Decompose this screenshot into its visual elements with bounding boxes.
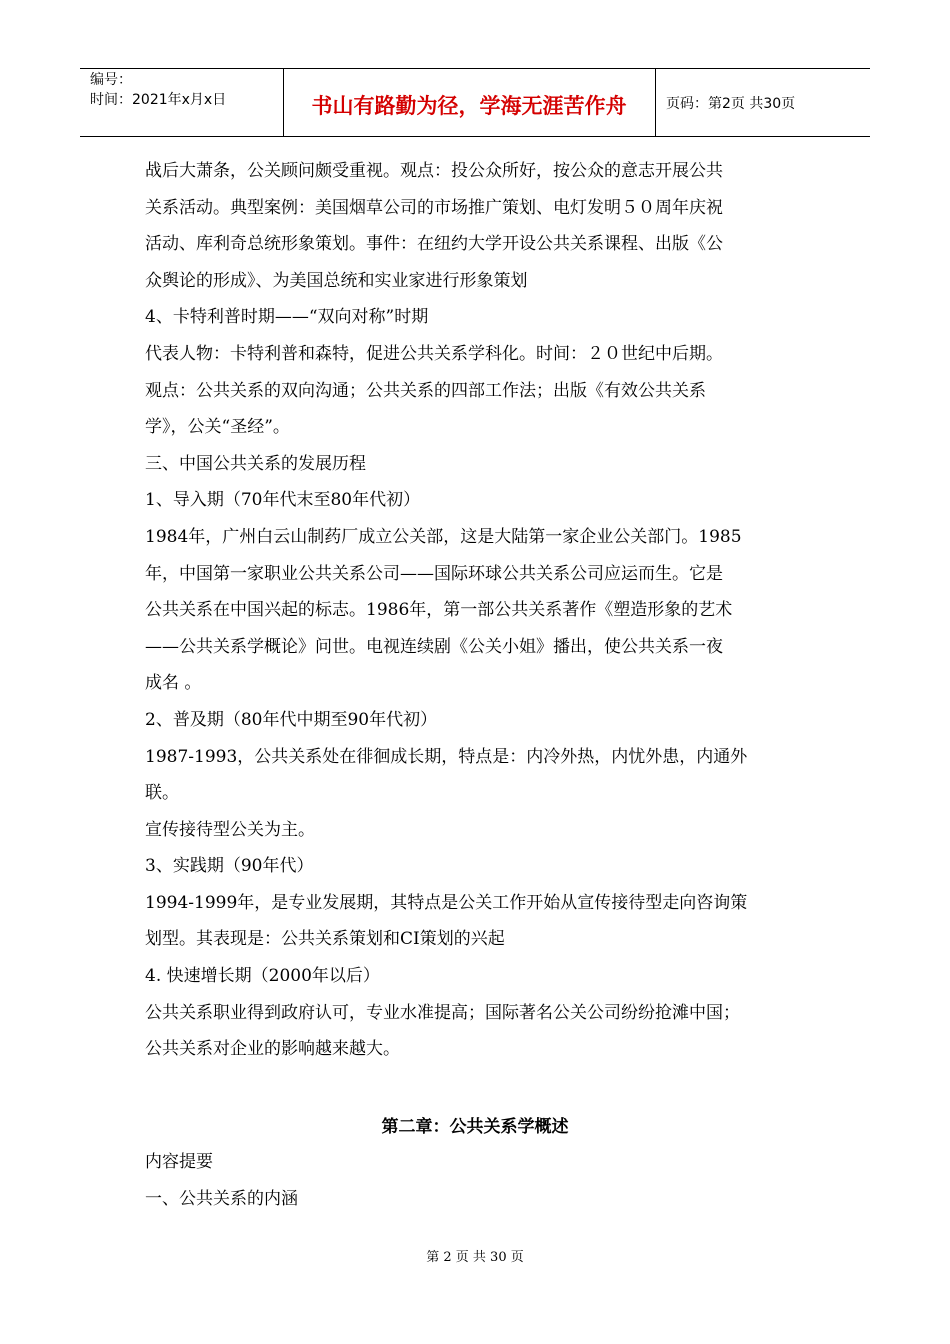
text-line: 4. 快速增长期（2000年以后） <box>145 966 380 987</box>
text-line: 代表人物：卡特利普和森特，促进公共关系学科化。时间：２０世纪中后期。 <box>145 343 723 364</box>
text-line: 3、实践期（90年代） <box>145 856 314 877</box>
text-line: 1987-1993，公共关系处在徘徊成长期，特点是：内冷外热，内忧外患，内通外 <box>145 746 748 767</box>
page-footer: 第 2 页 共 30 页 <box>426 1250 524 1265</box>
text-line: ——公共关系学概论》问世。电视连续剧《公关小姐》播出，使公共关系一夜 <box>145 636 723 657</box>
header-page-info: 页码：第2页 共30页 <box>666 96 796 112</box>
text-line: 1984年，广州白云山制药厂成立公关部，这是大陆第一家企业公关部门。1985 <box>145 526 742 547</box>
text-line: 成名 。 <box>145 673 202 694</box>
text-line: 4、卡特利普时期——“双向对称”时期 <box>145 307 429 328</box>
text-line: 观点：公共关系的双向沟通；公共关系的四部工作法；出版《有效公共关系 <box>145 380 706 401</box>
text-line: 三、中国公共关系的发展历程 <box>145 453 366 474</box>
text-line: 公共关系职业得到政府认可，专业水准提高；国际著名公关公司纷纷抢滩中国； <box>145 1002 740 1023</box>
text-line: 1、导入期（70年代末至80年代初） <box>145 490 421 511</box>
header-motto: 书山有路勤为径，学海无涯苦作舟 <box>311 94 627 118</box>
header-divider-right <box>655 68 656 136</box>
text-line: 联。 <box>145 783 179 804</box>
header-bottom-rule <box>80 136 870 137</box>
chapter-intro <box>145 1144 810 1217</box>
header-meta <box>90 70 226 110</box>
text-line: 关系活动。典型案例：美国烟草公司的市场推广策划、电灯发明５０周年庆祝 <box>145 197 723 218</box>
text-line: 划型。其表现是：公共关系策划和CI策划的兴起 <box>145 929 505 950</box>
text-line: 学》，公关“圣经”。 <box>145 417 290 438</box>
header-date: 时间：2021年x月x日 <box>90 92 227 108</box>
text-line: 年，中国第一家职业公共关系公司——国际环球公共关系公司应运而生。它是 <box>145 563 723 584</box>
text-line: 内容提要 <box>145 1152 213 1172</box>
header-code: 编号： <box>90 72 132 88</box>
text-line: 一、公共关系的内涵 <box>145 1188 298 1209</box>
body-text <box>145 153 810 1068</box>
text-line: 宣传接待型公关为主。 <box>145 819 315 840</box>
text-line: 众舆论的形成》、为美国总统和实业家进行形象策划 <box>145 270 528 291</box>
text-line: 公共关系在中国兴起的标志。1986年，第一部公共关系著作《塑造形象的艺术 <box>145 600 733 621</box>
text-line: 战后大萧条，公关顾问颇受重视。观点：投公众所好，按公众的意志开展公共 <box>145 161 723 181</box>
header-top-rule <box>80 68 870 69</box>
text-line: 活动、库利奇总统形象策划。事件：在纽约大学开设公共关系课程、出版《公 <box>145 234 723 255</box>
text-line: 1994-1999年，是专业发展期，其特点是公关工作开始从宣传接待型走向咨询策 <box>145 892 748 913</box>
text-line: 公共关系对企业的影响越来越大。 <box>145 1039 400 1060</box>
chapter-title: 第二章：公共关系学概述 <box>381 1117 569 1137</box>
text-line: 2、普及期（80年代中期至90年代初） <box>145 709 438 730</box>
